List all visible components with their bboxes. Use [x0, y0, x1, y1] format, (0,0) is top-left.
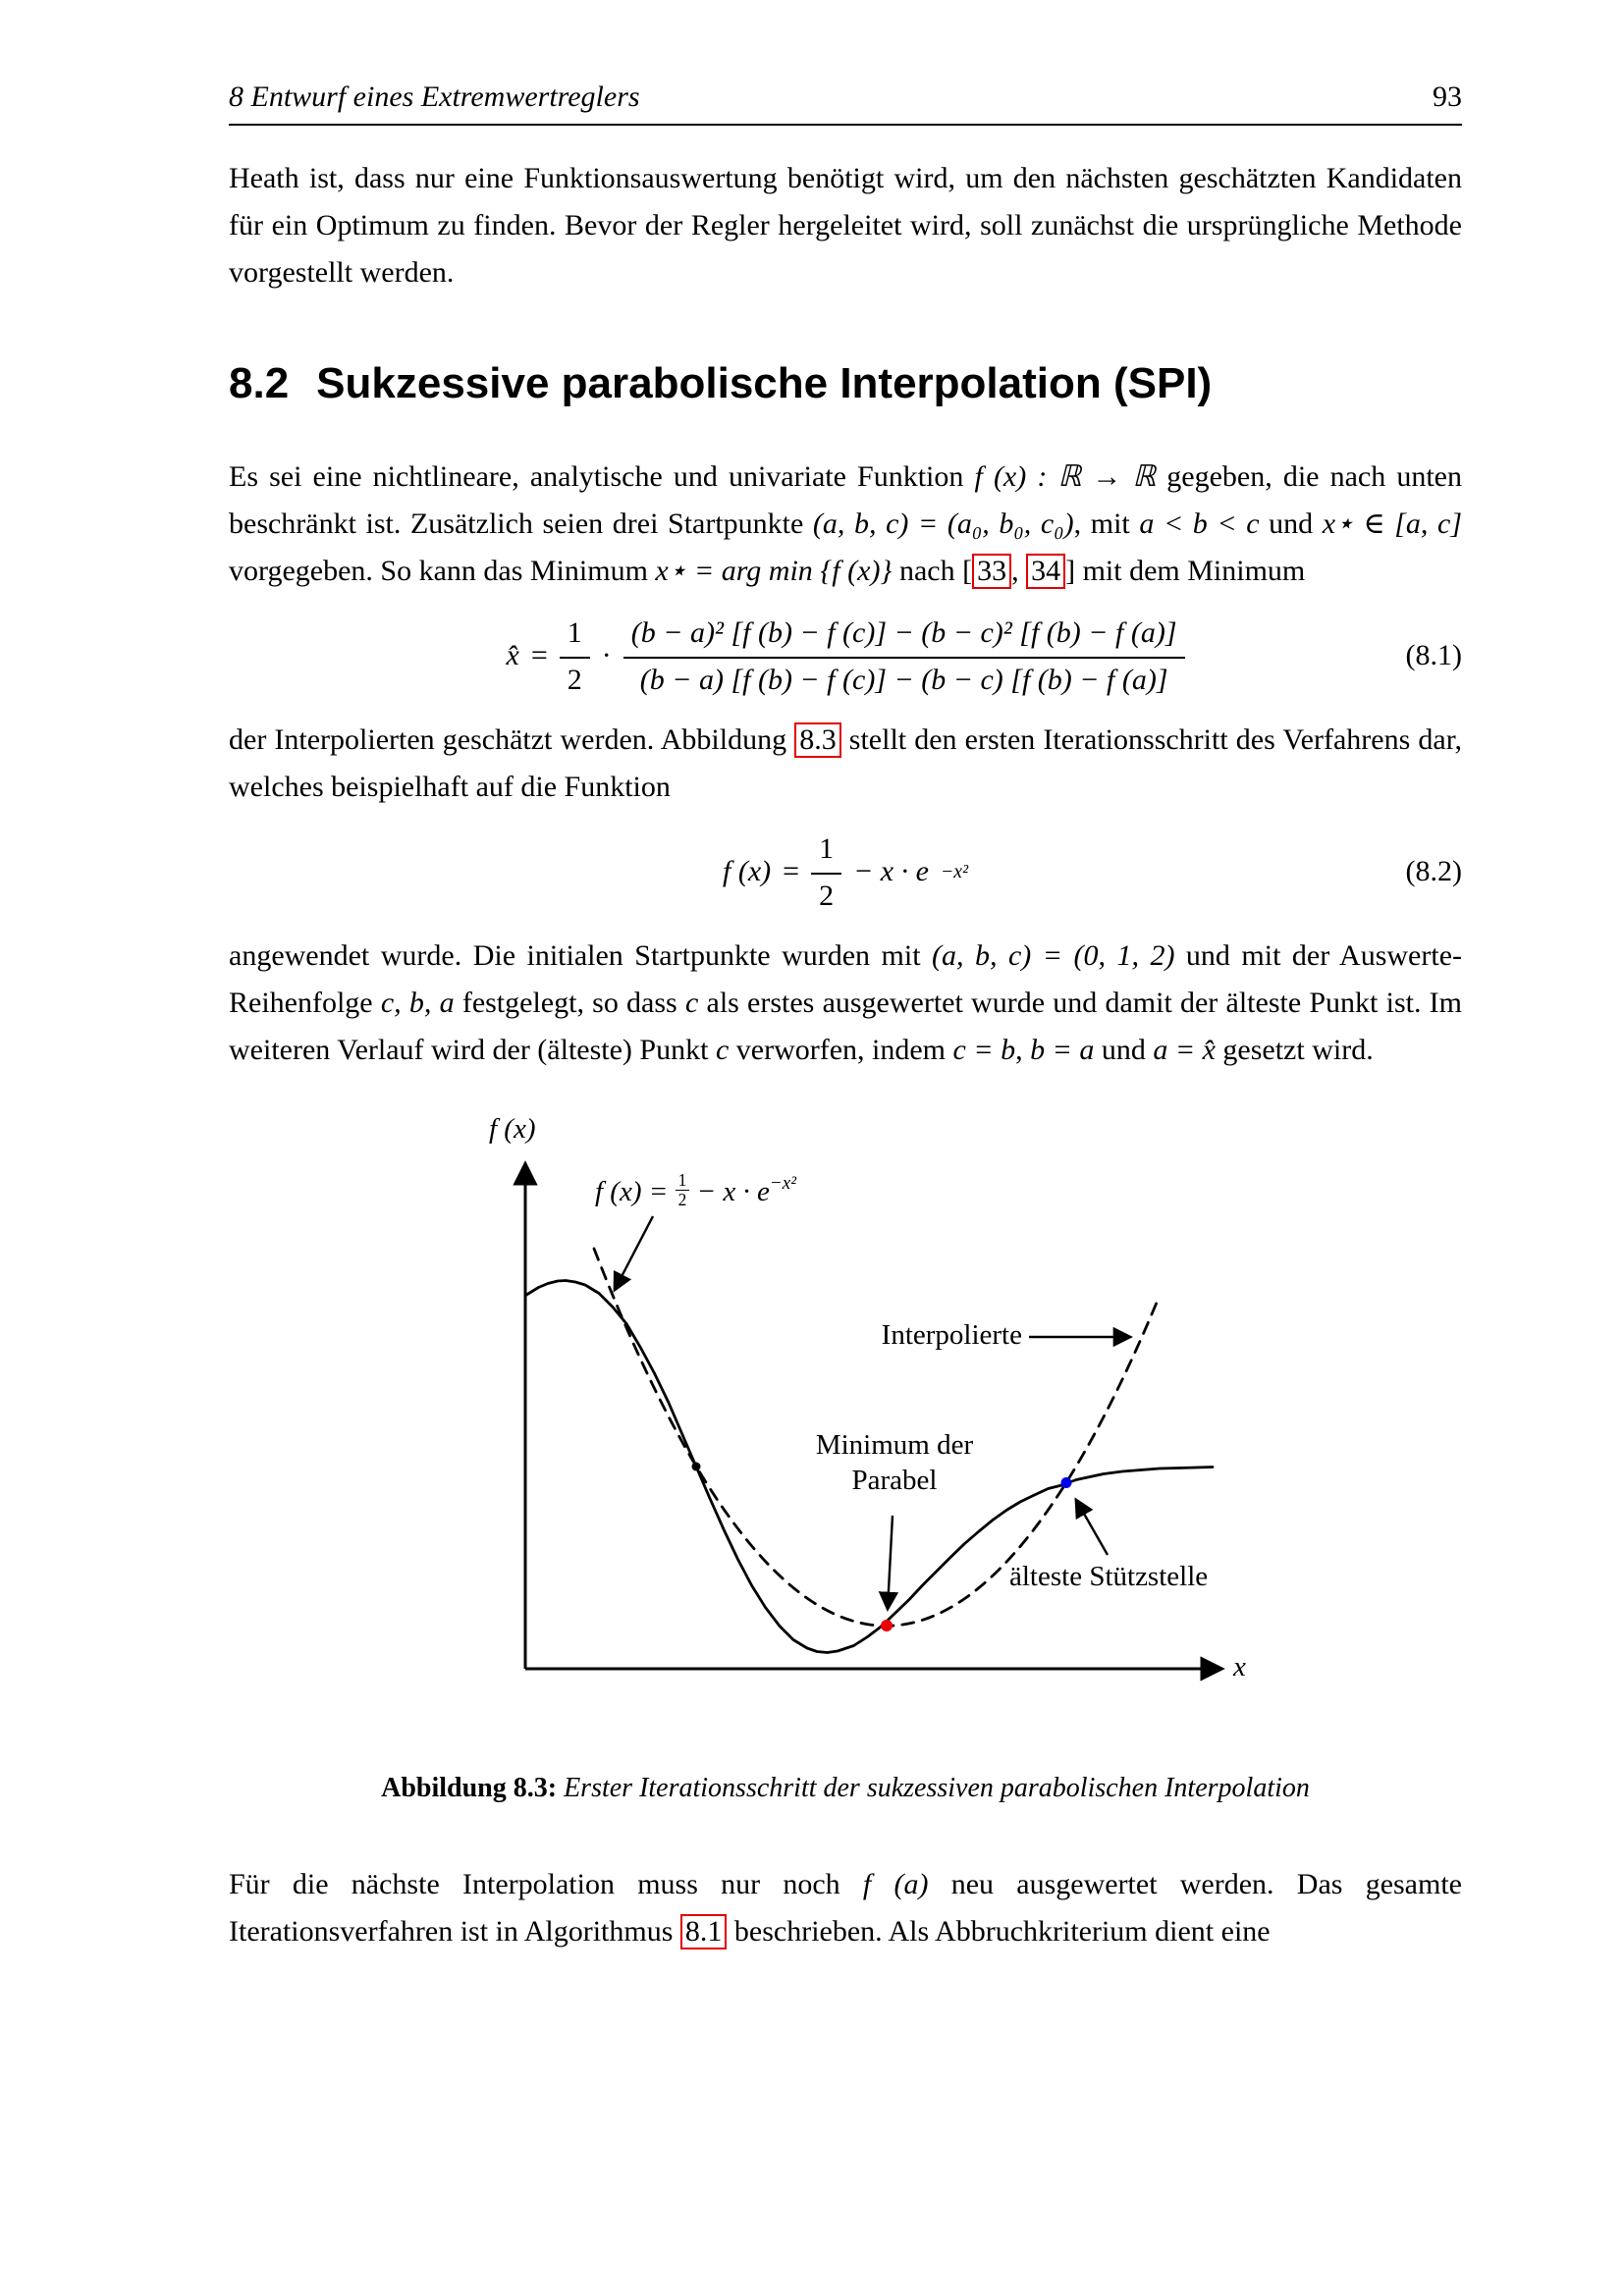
coefficient-fraction — [560, 614, 590, 697]
citation-link-33[interactable]: 33 — [972, 554, 1011, 589]
formula-lhs: f (x) = — [595, 1175, 676, 1207]
content-column — [229, 0, 1462, 1955]
equation-tag: (8.2) — [1405, 855, 1462, 887]
fraction-numerator: (b − a)² [f (b) − f (c)] − (b − c)² [f (b) − f (a)] — [623, 614, 1185, 659]
inline-math: x⋆ ∈ [a, c] — [1322, 507, 1463, 540]
text-run: stellt den ersten Iterationsschritt des Verfahrens dar, welches beispielhaft auf die Funktion — [229, 723, 1462, 803]
text-run: als erstes ausgewertet wurde und damit der älteste Punkt ist. Im weiteren Verlauf wird der (älteste) Punkt — [229, 987, 1462, 1066]
inline-math: f (a) — [862, 1868, 929, 1900]
label-line: Minimum der — [815, 1429, 974, 1461]
fraction-numerator: 1 — [560, 614, 590, 659]
fraction-numerator: 1 — [811, 830, 841, 875]
equation-lhs: x̂ — [506, 639, 519, 671]
text-run: verworfen, indem — [729, 1034, 953, 1066]
formula-mid: − x · e — [689, 1175, 770, 1207]
running-title: 8 Entwurf eines Extremwertreglers — [229, 80, 640, 113]
text-run: , mit — [1073, 507, 1140, 540]
inline-math: a = x̂ — [1153, 1034, 1216, 1066]
citation-bracket: [ — [962, 555, 973, 587]
equation-8-1 — [229, 614, 1462, 697]
caption-text: Erster Iterationsschritt der sukzessiven parabolischen Interpolation — [557, 1773, 1310, 1803]
text-run: der Interpolierten geschätzt werden. Abbildung — [229, 723, 795, 756]
oldest-point-dot — [1061, 1477, 1072, 1488]
text-run: festgelegt, so dass — [454, 987, 685, 1019]
text-run: beschrieben. Als Abbruchkriterium dient eine — [727, 1915, 1271, 1948]
closing-paragraph — [229, 1861, 1462, 1955]
fraction-denominator: 2 — [819, 880, 835, 912]
text-run: und mit der Auswerte-Reihenfolge — [229, 939, 1462, 1019]
inline-math: c — [715, 1034, 730, 1066]
text-run: neu ausgewertet werden. Das gesamte Iterationsverfahren ist in Algorithmus — [229, 1868, 1462, 1948]
figure-reference-link[interactable]: 8.3 — [794, 722, 841, 758]
fraction-denominator: 2 — [677, 1190, 687, 1210]
label-line: Parabel — [851, 1465, 938, 1496]
coefficient-fraction — [811, 830, 841, 913]
x-axis-label: x — [1233, 1651, 1246, 1682]
parabola-minimum-label — [796, 1427, 993, 1498]
exponent: −x² — [940, 860, 968, 882]
equation-8-2 — [229, 830, 1462, 913]
inline-math: (a, b, c) = (0, 1, 2) — [932, 939, 1175, 972]
page-header — [229, 80, 1462, 114]
equation-tag: (8.1) — [1405, 639, 1462, 671]
citation-bracket: ] — [1065, 555, 1076, 587]
equals-sign: = — [530, 639, 548, 671]
text-run: nach — [892, 555, 963, 587]
text-run: und — [1094, 1034, 1154, 1066]
inline-math: b = a — [1030, 1034, 1095, 1066]
setup-paragraph — [229, 454, 1462, 595]
page-number: 93 — [1433, 80, 1462, 113]
caption-label: Abbildung 8.3: — [381, 1773, 558, 1803]
oldest-point-arrow — [1076, 1500, 1108, 1555]
equation-lhs: f (x) — [723, 855, 772, 887]
formula-fraction — [676, 1171, 690, 1210]
text-run: mit dem Minimum — [1075, 555, 1306, 587]
inline-math: c = b — [952, 1034, 1016, 1066]
oldest-point-label: älteste Stützstelle — [1009, 1561, 1209, 1592]
inline-math: a < b < c — [1139, 507, 1260, 540]
formula-exponent: −x² — [769, 1173, 796, 1194]
interpolation-fraction — [623, 614, 1185, 697]
text-run: und — [1259, 507, 1323, 540]
equals-sign: = — [783, 855, 800, 887]
applied-paragraph — [229, 933, 1462, 1074]
text-run: gegeben, die nach unten beschränkt ist. Zusätzlich seien drei Startpunkte — [229, 460, 1462, 540]
figure-caption — [229, 1773, 1462, 1804]
intro-paragraph — [229, 155, 1462, 296]
text-run: Es sei eine nichtlineare, analytische und univariate Funktion — [229, 460, 975, 493]
citation-separator: , — [1011, 555, 1027, 587]
section-heading — [229, 359, 1462, 408]
fraction-denominator: (b − a) [f (b) − f (c)] − (b − c) [f (b) − f (a)] — [639, 664, 1168, 696]
inline-math: f (x) : ℝ → ℝ — [974, 460, 1157, 493]
header-rule — [229, 124, 1462, 126]
fraction-numerator: 1 — [676, 1171, 690, 1191]
figure-8-3 — [479, 1115, 1284, 1704]
after-equation-paragraph — [229, 717, 1462, 811]
algorithm-reference-link[interactable]: 8.1 — [680, 1914, 728, 1949]
inline-math: c, b, a — [380, 987, 455, 1019]
parabola-minimum-arrow — [888, 1516, 893, 1609]
inline-math: x⋆ = arg min {f (x)} — [655, 555, 893, 587]
cdot-operator: · — [601, 639, 612, 671]
inline-math: (a, b, c) = (a₀, b₀, c₀) — [812, 507, 1074, 540]
equation-body: − x · e — [853, 855, 929, 887]
text-run: angewendet wurde. Die initialen Startpunkte wurden mit — [229, 939, 933, 972]
fraction-denominator: 2 — [567, 664, 582, 696]
text-run: vorgegeben. So kann das Minimum — [229, 555, 656, 587]
interpolated-label: Interpolierte — [881, 1319, 1022, 1351]
point-a-dot — [692, 1463, 701, 1471]
section-title: Sukzessive parabolische Interpolation (SPI) — [316, 359, 1213, 407]
inline-math: c — [684, 987, 699, 1019]
text-run: gesetzt wird. — [1215, 1034, 1374, 1066]
section-number: 8.2 — [229, 359, 290, 407]
y-axis-label: f (x) — [489, 1113, 536, 1145]
curve-formula-arrow — [615, 1216, 653, 1290]
citation-link-34[interactable]: 34 — [1026, 554, 1065, 589]
text-run: Heath ist, dass nur eine Funktionsauswertung benötigt wird, um den nächsten geschätzten Kandidaten für ein Optimum zu finden. Bevor der Regler hergeleitet wird, soll zunächst die ursprüngliche Methode vorgestellt werden. — [229, 162, 1462, 289]
curve-formula-label — [595, 1166, 796, 1210]
text-run: , — [1015, 1034, 1031, 1066]
parabola-minimum-dot — [881, 1620, 893, 1631]
text-run: Für die nächste Interpolation muss nur noch — [229, 1868, 863, 1900]
